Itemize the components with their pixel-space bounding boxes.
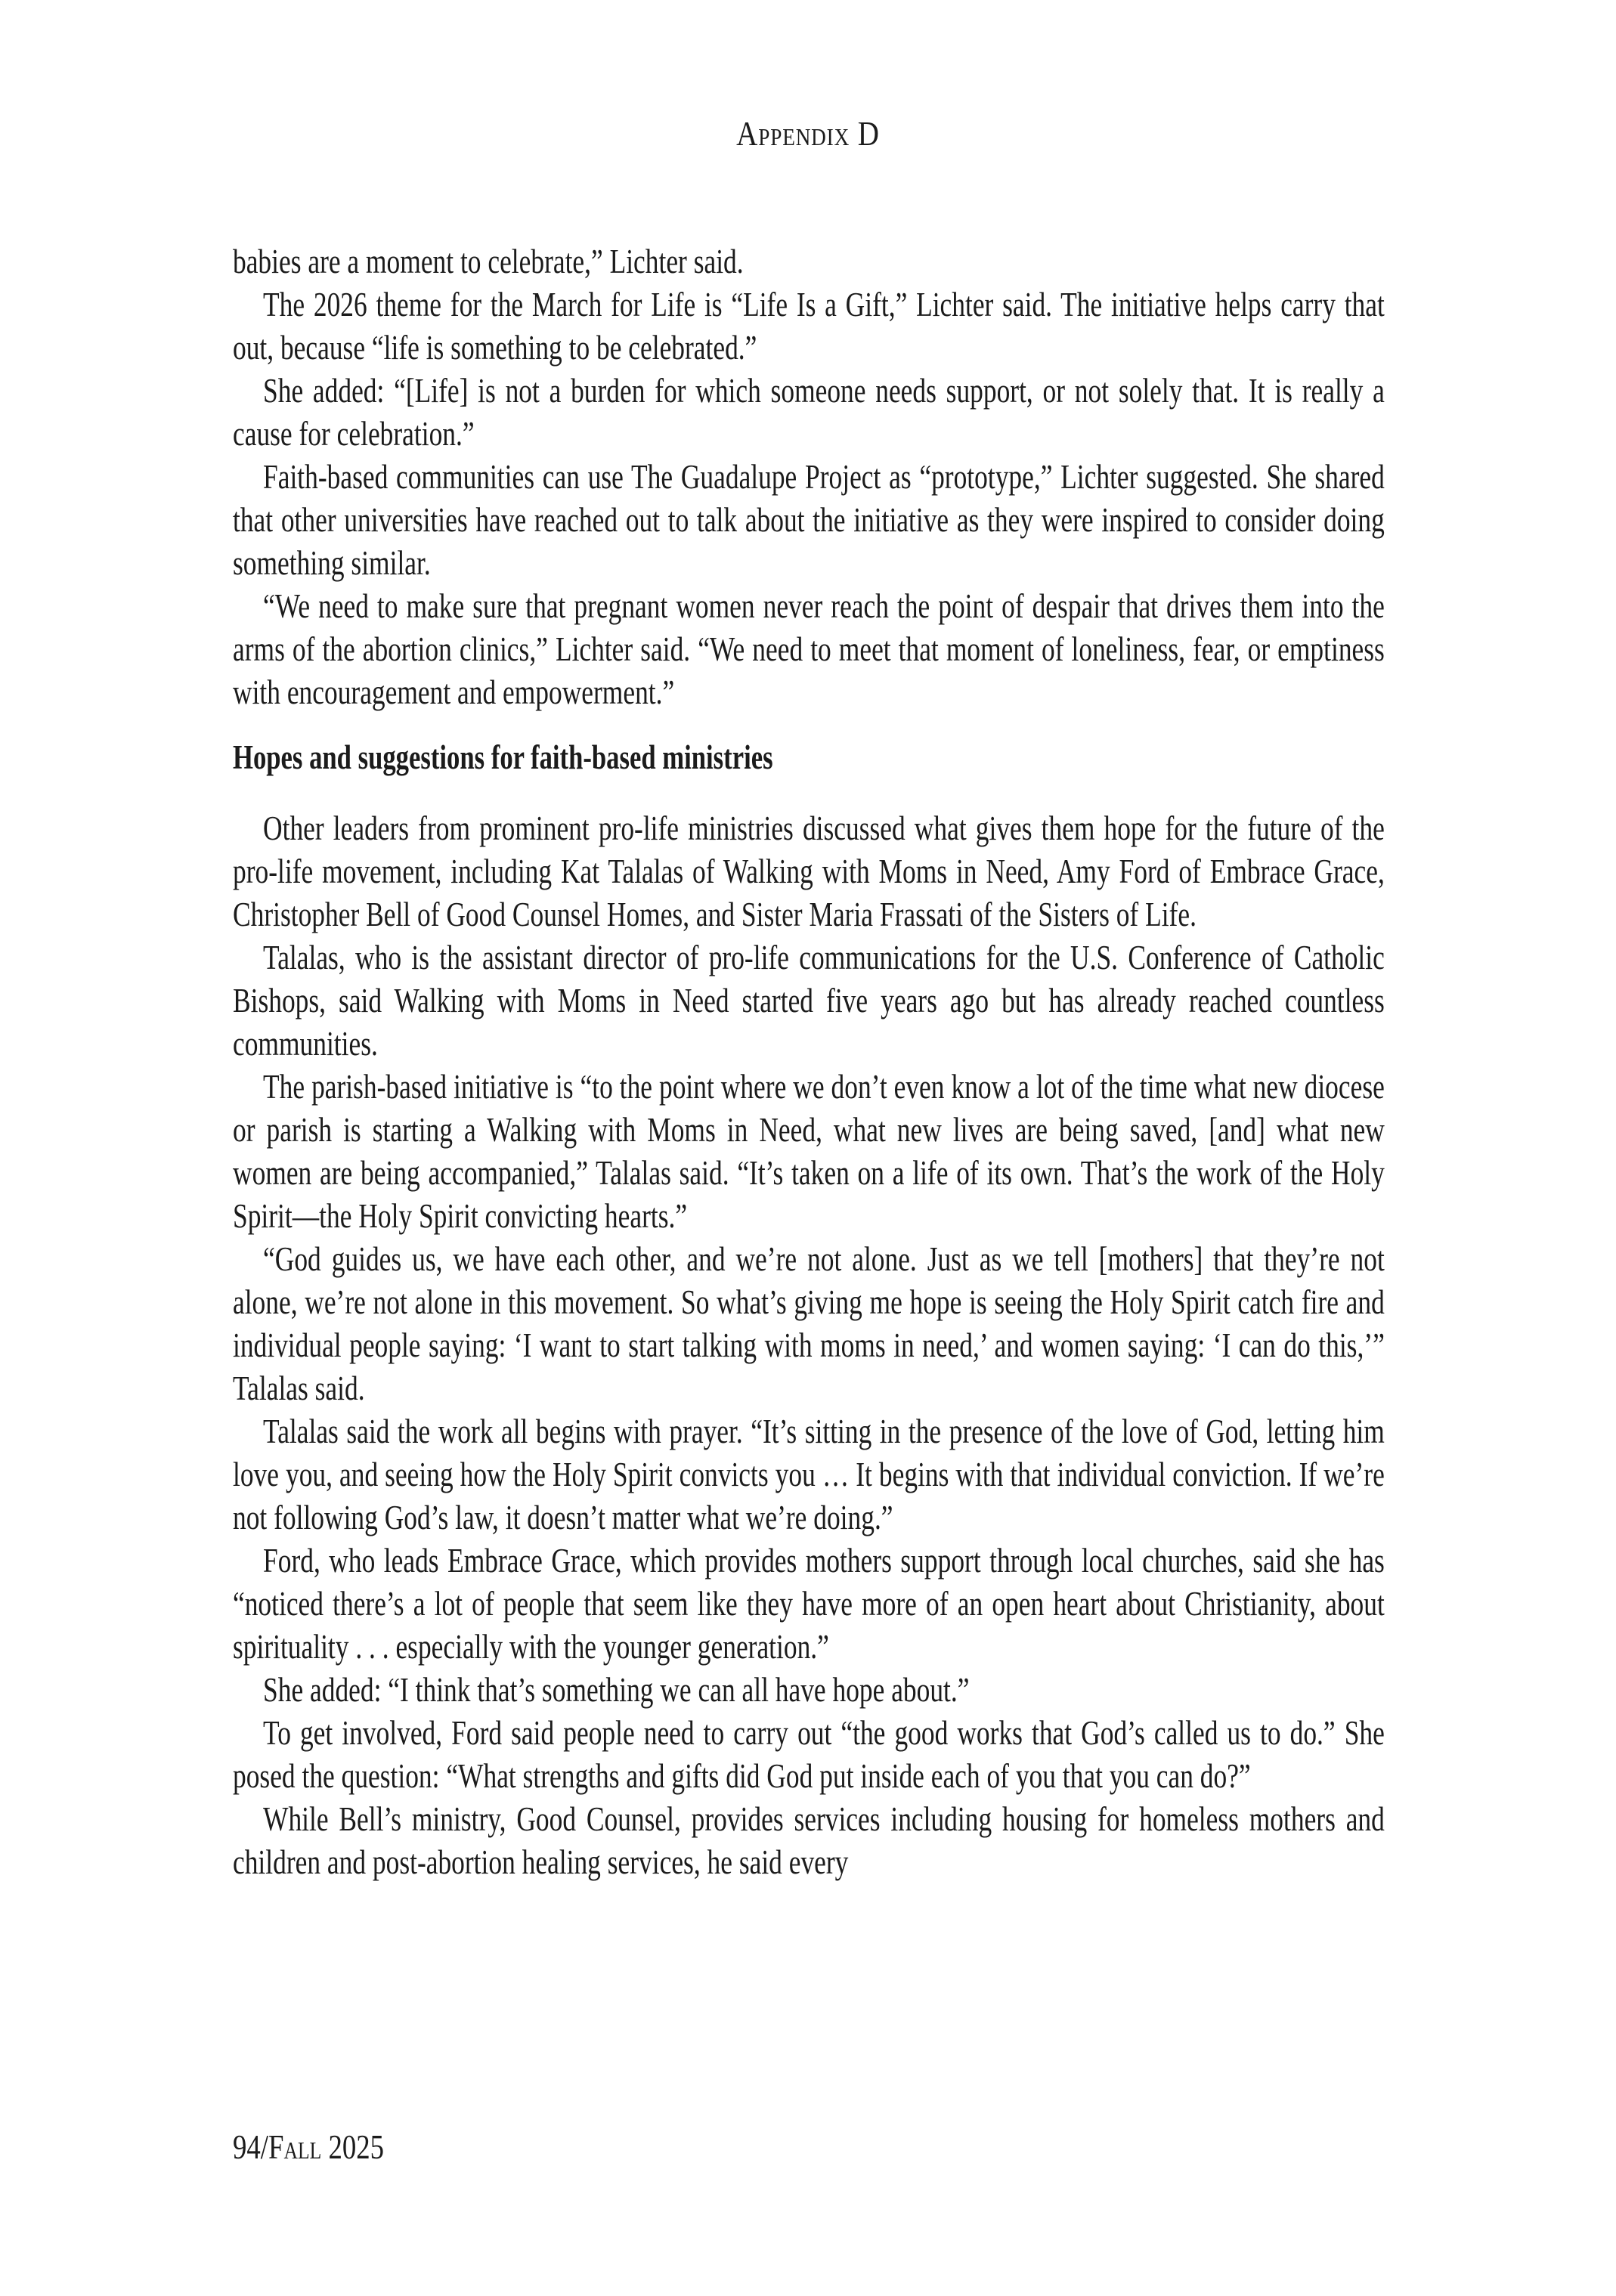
- paragraph: Talalas said the work all begins with prayer. “It’s sitting in the presence of the love of God, letting him love you, and seeing how the Holy Spirit convicts you … It begins with that individual conviction. If we’re not following God’s law, it doesn’t matter what we’re doing.”: [233, 1412, 1385, 1536]
- paragraph: Talalas, who is the assistant director of pro-life communications for the U.S. Conference of Catholic Bishops, said Walking with Moms in Need started five years ago but has already reached countless communities.: [233, 938, 1385, 1063]
- paragraph: Other leaders from prominent pro-life ministries discussed what gives them hope for the future of the pro-life movement, including Kat Talalas of Walking with Moms in Need, Amy Ford of Embrace Grace, Christopher Bell of Good Counsel Homes, and Sister Maria Frassati of the Sisters of Life.: [233, 809, 1385, 933]
- paragraph: She added: “I think that’s something we can all have hope about.”: [263, 1670, 970, 1709]
- paragraph: Ford, who leads Embrace Grace, which provides mothers support through local churches, said she has “noticed there’s a lot of people that seem like they have more of an open heart about Christianity, about spirituality . . . especially with the younger generation.”: [233, 1541, 1385, 1666]
- paragraph: babies are a moment to celebrate,” Lichter said.: [233, 242, 744, 280]
- paragraph: The parish-based initiative is “to the point where we don’t even know a lot of the time what new diocese or parish is starting a Walking with Moms in Need, what new lives are being saved, [and] what new women are being accompanied,” Talalas said. “It’s taken on a life of its own. That’s the work of the Holy Spirit—the Holy Spirit convicting hearts.”: [233, 1067, 1385, 1235]
- page-header: Appendix D: [736, 114, 880, 153]
- page-footer: 94/Fall 2025: [233, 2127, 385, 2166]
- paragraph: “We need to make sure that pregnant women never reach the point of despair that drives them into the arms of the abortion clinics,” Lichter said. “We need to meet that moment of loneliness, fear, or emptiness with encouragement and empowerment.”: [233, 586, 1385, 711]
- paragraph: The 2026 theme for the March for Life is “Life Is a Gift,” Lichter said. The initiative helps carry that out, because “life is something to be celebrated.”: [233, 285, 1385, 367]
- paragraph: She added: “[Life] is not a burden for which someone needs support, or not solely that. It is really a cause for celebration.”: [233, 371, 1385, 453]
- paragraph: “God guides us, we have each other, and we’re not alone. Just as we tell [mothers] that they’re not alone, we’re not alone in this movement. So what’s giving me hope is seeing the Holy Spirit catch fire and individual people saying: ‘I want to start talking with moms in need,’ and women saying: ‘I can do this,’” Talalas said.: [233, 1239, 1385, 1407]
- section-heading: Hopes and suggestions for faith-based ministries: [233, 738, 773, 776]
- paragraph: While Bell’s ministry, Good Counsel, provides services including housing for homeless mothers and children and post-abortion healing services, he said every: [233, 1799, 1385, 1881]
- paragraph: To get involved, Ford said people need to carry out “the good works that God’s called us to do.” She posed the question: “What strengths and gifts did God put inside each of you that you can do?”: [233, 1713, 1385, 1795]
- paragraph: Faith-based communities can use The Guadalupe Project as “prototype,” Lichter suggested. She shared that other universities have reached out to talk about the initiative as they were inspired to consider doing something similar.: [233, 457, 1385, 582]
- body-text: [233, 240, 1385, 1883]
